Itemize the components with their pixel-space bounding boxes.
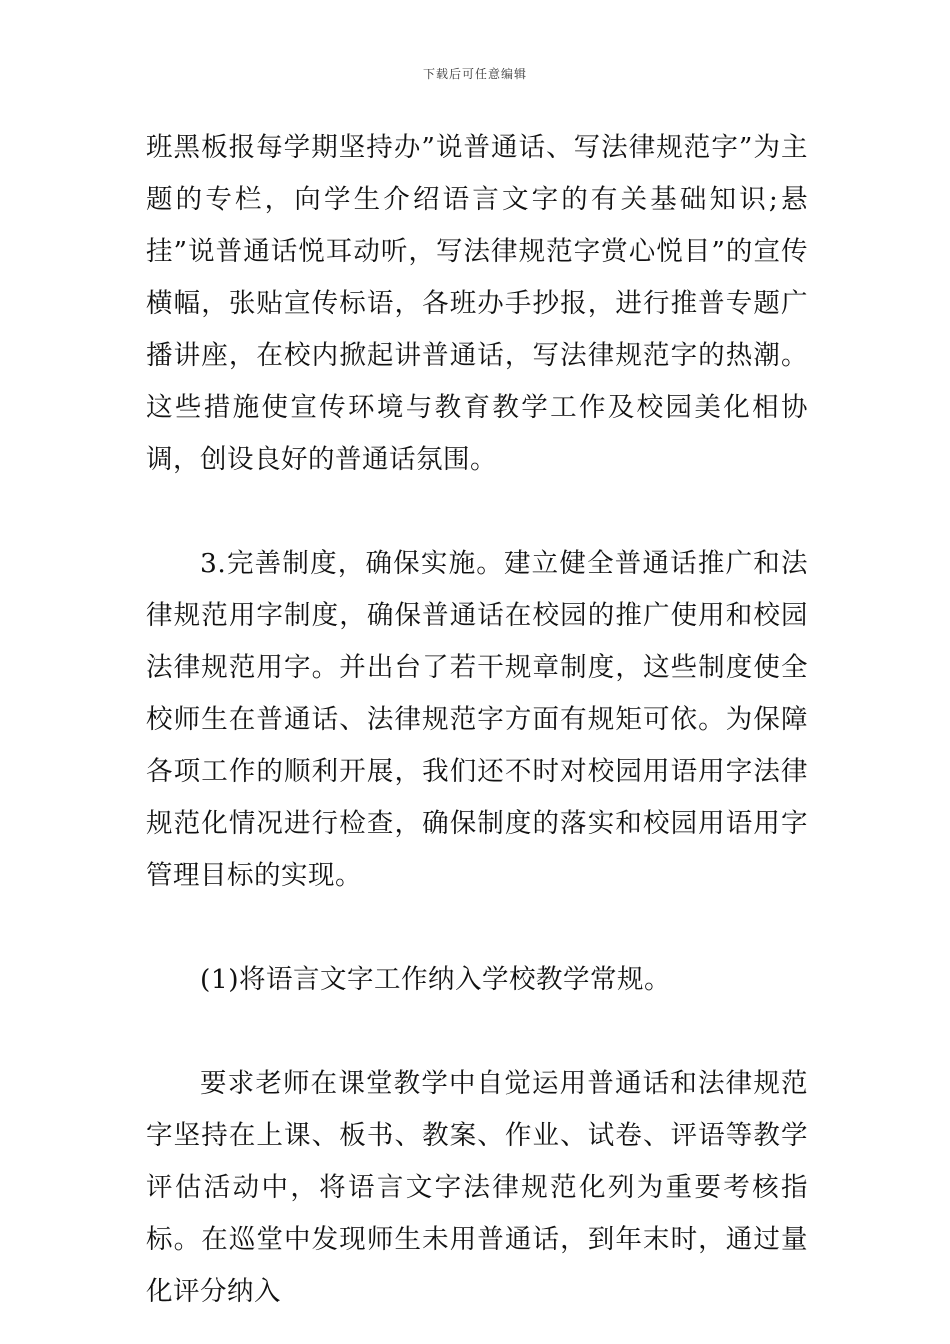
page-header-note: 下载后可任意编辑 [422,67,527,81]
paragraph-1: 班黑板报每学期坚持办”说普通话、写法律规范字”为主题的专栏，向学生介绍语言文字的有关基础知识;悬挂”说普通话悦耳动听，写法律规范字赏心悦目”的宣传横幅，张贴宣传标语，各班办手抄报，进行推普专题广播讲座，在校内掀起讲普通话，写法律规范字的热潮。这些措施使宣传环境与教育教学工作及校园美化相协调，创设良好的普通话氛围。 [146,132,808,475]
paragraph-2: 3.完善制度，确保实施。建立健全普通话推广和法律规范用字制度，确保普通话在校园的推广使用和校园法律规范用字。并出台了若干规章制度，这些制度使全校师生在普通话、法律规范字方面有规矩可依。为保障各项工作的顺利开展，我们还不时对校园用语用字法律规范化情况进行检查，确保制度的落实和校园用语用字管理目标的实现。 [146,548,808,891]
paragraph-4: 要求老师在课堂教学中自觉运用普通话和法律规范字坚持在上课、板书、教案、作业、试卷、评语等教学评估活动中，将语言文字法律规范化列为重要考核指标。在巡堂中发现师生未用普通话，到年末时，通过量化评分纳入 [146,1068,808,1307]
document-body [146,122,808,1318]
paragraph-3: (1)将语言文字工作纳入学校教学常规。 [200,964,672,995]
